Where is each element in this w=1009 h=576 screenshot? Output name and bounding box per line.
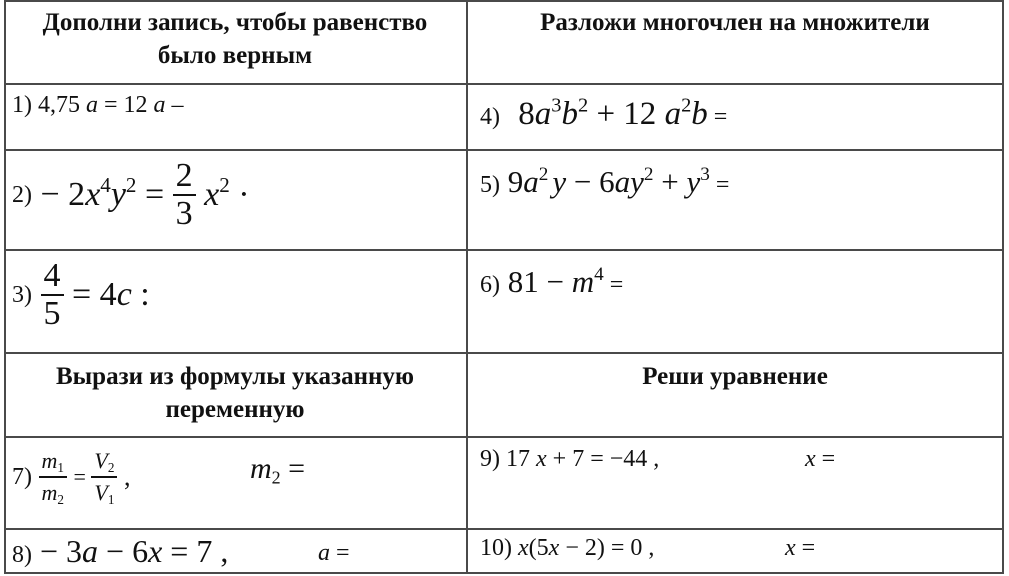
task-2-y-power: 2 [125, 172, 137, 197]
task-5 [480, 164, 729, 200]
task-number: 9) [480, 446, 500, 472]
task-1 [12, 92, 184, 119]
task-number: 10) [480, 535, 512, 561]
task-5-mid1: − 6 [566, 164, 615, 199]
task-10-ask-eq: = [795, 535, 816, 561]
fraction-denominator [91, 476, 117, 508]
task-8-ask-eq: = [330, 540, 350, 566]
task-10-x: x [518, 535, 529, 561]
task-8-mid: − 6 [98, 533, 149, 569]
m-var: m [41, 448, 58, 473]
task-6-m: m [571, 264, 595, 299]
fraction-denominator: 3 [173, 194, 196, 232]
task-9-ask-var: x [805, 446, 816, 472]
task-number: 4) [480, 104, 500, 130]
header-factor-polynomial: Разложи многочлен на множители [540, 9, 930, 36]
task-10-ask-var: x [785, 535, 796, 561]
header-express-variable: Вырази из формулы указанную переменную [55, 363, 414, 423]
task-9-answer-prompt [805, 446, 835, 473]
task-4-a2: a [664, 96, 682, 132]
task-7-fraction-m [39, 446, 67, 508]
task-2-fraction [173, 158, 196, 232]
task-number: 1) [12, 92, 32, 118]
task-7-fraction-v [91, 446, 117, 508]
task-number: 5) [480, 172, 500, 198]
task-2-eq: = [136, 176, 173, 213]
task-8-ask-var: a [318, 540, 330, 566]
task-4 [480, 96, 727, 133]
task-5-y2-power: 3 [700, 164, 710, 186]
task-7-answer-prompt [250, 452, 305, 486]
header-complete-equality: Дополни запись, чтобы равенство было верным [42, 9, 428, 69]
task-9 [480, 446, 659, 473]
task-5-y: y [552, 164, 567, 199]
task-6-m-power: 4 [594, 264, 604, 286]
task-10-rest: − 2) = 0 , [559, 535, 655, 561]
subscript: 1 [107, 491, 115, 507]
task-2-y: y [110, 176, 126, 213]
task-1-var: a [86, 92, 98, 118]
subscript: 2 [107, 459, 115, 475]
task-8 [12, 533, 228, 570]
task-4-b2: b [691, 96, 708, 132]
task-6-tail: = [603, 272, 624, 298]
v-var: V [94, 448, 108, 473]
table-border-top [4, 0, 1004, 2]
v-var: V [94, 480, 108, 505]
fraction-numerator [91, 446, 117, 476]
task-number: 7) [12, 464, 32, 490]
task-2-x2: x [204, 176, 220, 213]
task-7-comma: , [123, 462, 131, 491]
task-5-tail: = [709, 172, 730, 198]
table-border-right [1002, 0, 1004, 574]
task-5-mid2: + [653, 164, 687, 199]
fraction-numerator: 2 [175, 157, 193, 194]
task-1-eq: = 12 [98, 92, 154, 118]
row-divider [4, 352, 1004, 354]
task-number: 6) [480, 272, 500, 298]
task-2-x-power: 4 [100, 172, 111, 197]
task-3 [12, 258, 150, 332]
task-3-fraction [41, 258, 64, 332]
row-divider [4, 83, 1004, 85]
task-6 [480, 264, 623, 300]
task-10 [480, 535, 654, 562]
fraction-denominator: 5 [41, 294, 64, 332]
task-6-lhs: 81 − [507, 264, 572, 299]
task-3-colon: : [131, 276, 150, 313]
fraction-numerator: 4 [43, 257, 61, 294]
task-2-x2-power: 2 [219, 172, 230, 197]
task-7-ask-subscript: 2 [271, 467, 281, 488]
task-8-answer-prompt [318, 540, 350, 567]
task-number: 2) [12, 182, 32, 208]
task-10-answer-prompt [785, 535, 815, 562]
task-4-tail: = [707, 104, 728, 130]
task-4-a2-power: 2 [681, 94, 692, 117]
task-5-a: a [523, 164, 539, 199]
task-5-a-power: 2 [538, 164, 549, 186]
task-number: 3) [12, 282, 32, 308]
task-number: 8) [12, 542, 32, 568]
row-divider [4, 528, 1004, 530]
task-7-ask-eq: = [280, 452, 306, 485]
subscript: 2 [57, 491, 64, 507]
task-7-ask-var: m [250, 452, 272, 485]
m-var: m [41, 480, 58, 505]
task-4-a: a [534, 96, 552, 132]
task-9-x: x [536, 446, 547, 472]
row-divider [4, 249, 1004, 251]
task-5-y2: y [686, 164, 701, 199]
subscript: 1 [57, 459, 64, 475]
fraction-numerator [39, 446, 67, 476]
task-5-y-power: 2 [643, 164, 654, 186]
task-10-x2: x [548, 535, 560, 561]
table-border-bottom [4, 572, 1004, 574]
task-4-mid: + 12 [588, 96, 665, 132]
task-4-b: b [561, 96, 578, 132]
task-3-var: c [116, 276, 132, 313]
task-4-coef: 8 [518, 96, 535, 132]
task-9-ask-eq: = [815, 446, 836, 472]
task-4-a-power: 3 [551, 94, 562, 117]
task-8-eq: = 7 , [162, 533, 229, 569]
task-8-coef: − 3 [40, 533, 83, 569]
task-5-c1: 9 [507, 164, 524, 199]
task-8-x: x [148, 533, 163, 569]
task-2-tail: · [229, 176, 250, 213]
column-divider [466, 0, 468, 574]
fraction-denominator [39, 476, 67, 508]
task-1-coef: 4,75 [38, 92, 80, 118]
row-divider [4, 436, 1004, 438]
task-2 [12, 158, 250, 232]
task-2-coef: − 2 [40, 176, 86, 213]
task-10-open: (5 [528, 535, 549, 561]
row-divider [4, 149, 1004, 151]
task-1-tail: – [165, 92, 184, 118]
header-solve-equation: Реши уравнение [642, 363, 828, 390]
task-2-x: x [85, 176, 101, 213]
task-7: 7) $\frac{m_1}{m_2}$ = $\frac{V_2}{V_1}$ , [12, 448, 131, 507]
task-8-a: a [82, 533, 99, 569]
task-4-b-power: 2 [577, 94, 589, 117]
task-1-var2: a [153, 92, 166, 118]
task-9-rest: + 7 = −44 , [546, 446, 660, 472]
task-9-coef: 17 [506, 446, 536, 472]
task-3-rest: = 4 [72, 276, 117, 313]
task-5-ay: ay [614, 164, 644, 199]
table-border-left [4, 0, 6, 574]
